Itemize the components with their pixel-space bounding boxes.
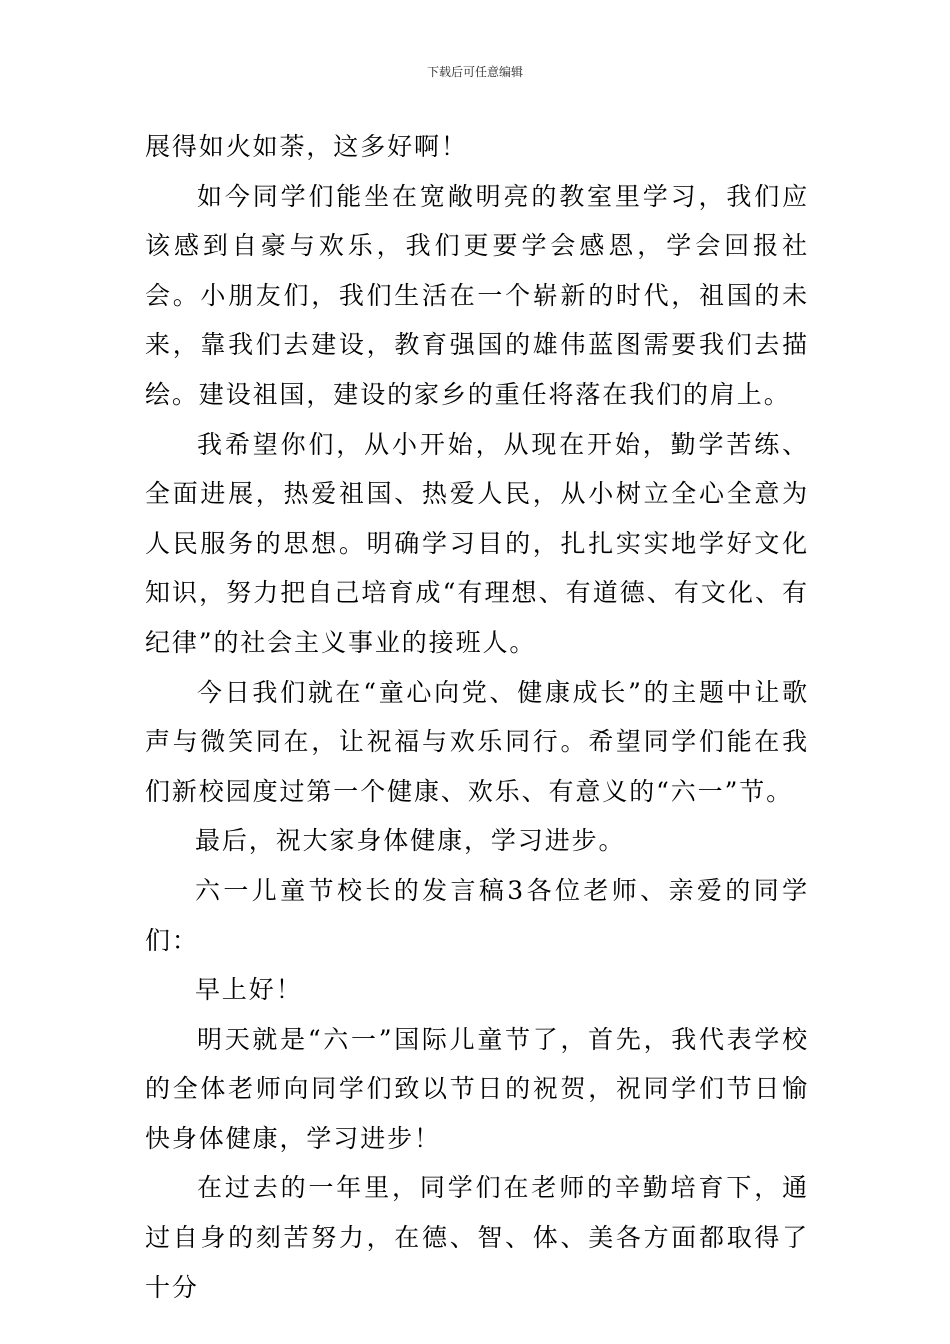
paragraph-speech-title: 六一儿童节校长的发言稿3各位老师、亲爱的同学们： bbox=[145, 875, 809, 955]
page-header: 下载后可任意编辑 bbox=[426, 65, 523, 79]
document-body bbox=[145, 122, 809, 1312]
paragraph-classroom: 如今同学们能坐在宽敞明亮的教室里学习，我们应该感到自豪与欢乐，我们更要学会感恩，学会回报社会。小朋友们，我们生活在一个崭新的时代，祖国的未来，靠我们去建设，教育强国的雄伟蓝图需要我们去描绘。建设祖国，建设的家乡的重任将落在我们的肩上。 bbox=[145, 181, 809, 409]
paragraph-closing: 最后，祝大家身体健康，学习进步。 bbox=[195, 826, 626, 856]
paragraph-continuation: 展得如火如荼，这多好啊！ bbox=[145, 132, 468, 161]
paragraph-theme: 今日我们就在“童心向党、健康成长”的主题中让歌声与微笑同在，让祝福与欢乐同行。希望同学们能在我们新校园度过第一个健康、欢乐、有意义的“六一”节。 bbox=[145, 677, 809, 806]
paragraph-past-year: 在过去的一年里，同学们在老师的辛勤培育下，通过自身的刻苦努力，在德、智、体、美各方面都取得了十分 bbox=[145, 1173, 809, 1302]
paragraph-hope: 我希望你们，从小开始，从现在开始，勤学苦练、全面进展，热爱祖国、热爱人民，从小树立全心全意为人民服务的思想。明确学习目的，扎扎实实地学好文化知识，努力把自己培育成“有理想、有道德、有文化、有纪律”的社会主义事业的接班人。 bbox=[145, 429, 809, 657]
paragraph-childrens-day: 明天就是“六一”国际儿童节了，首先，我代表学校的全体老师向同学们致以节日的祝贺，祝同学们节日愉快身体健康，学习进步！ bbox=[145, 1024, 809, 1153]
paragraph-greeting: 早上好！ bbox=[195, 975, 303, 1005]
